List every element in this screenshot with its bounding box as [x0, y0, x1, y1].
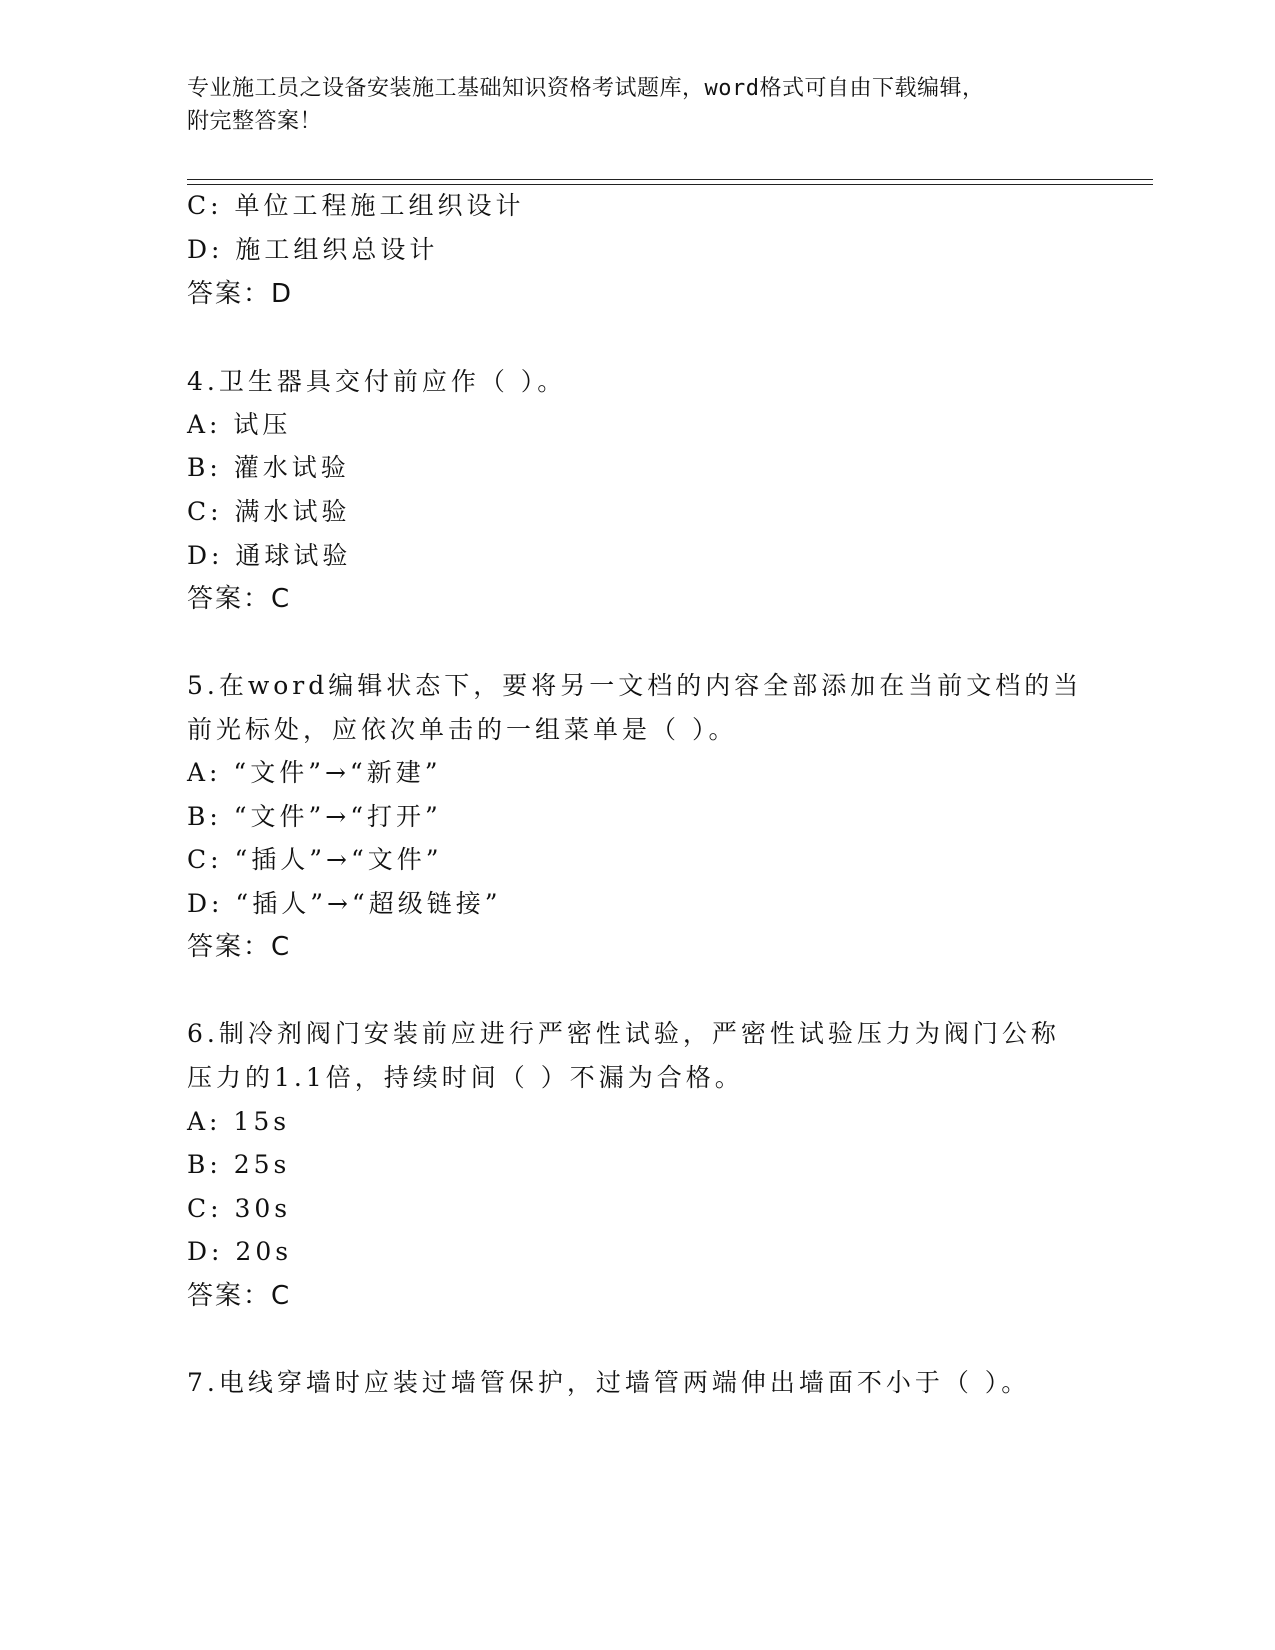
q4-option-b: B: 灌水试验	[187, 453, 350, 482]
q5-option-a: A: “文件”→“新建”	[187, 758, 442, 787]
q4-option-c: C: 满水试验	[187, 497, 351, 526]
q4-stem: 4.卫生器具交付前应作（ ）。	[187, 367, 567, 396]
q6-stem-line-2: 压力的1.1倍，持续时间（ ）不漏为合格。	[187, 1063, 744, 1092]
q4-answer: 答案：C	[187, 584, 292, 614]
header-line-1: 专业施工员之设备安装施工基础知识资格考试题库，word格式可自由下载编辑，	[187, 76, 985, 101]
prev-option-d: D: 施工组织总设计	[187, 235, 439, 264]
q7-stem: 7.电线穿墙时应装过墙管保护，过墙管两端伸出墙面不小于（ ）。	[187, 1368, 1031, 1397]
header-divider-bottom	[187, 184, 1153, 185]
q6-stem-line-1: 6.制冷剂阀门安装前应进行严密性试验，严密性试验压力为阀门公称	[187, 1019, 1060, 1048]
q6-option-a: A: 15s	[187, 1107, 291, 1136]
q4-option-a: A: 试压	[187, 410, 292, 439]
q4-option-d: D: 通球试验	[187, 541, 352, 570]
document-header	[187, 72, 1067, 138]
q5-stem-line-2: 前光标处，应依次单击的一组菜单是（ ）。	[187, 715, 738, 744]
q5-answer: 答案：C	[187, 932, 292, 962]
header-divider-top	[187, 179, 1153, 180]
q5-option-d: D: “插人”→“超级链接”	[187, 889, 502, 918]
q6-option-b: B: 25s	[187, 1150, 291, 1179]
prev-option-c: C: 单位工程施工组织设计	[187, 191, 525, 220]
prev-answer: 答案：D	[187, 279, 294, 309]
q6-option-c: C: 30s	[187, 1194, 292, 1223]
header-line-2: 附完整答案！	[187, 109, 323, 134]
q5-option-b: B: “文件”→“打开”	[187, 802, 442, 831]
q5-option-c: C: “插人”→“文件”	[187, 845, 443, 874]
q5-stem-line-1: 5.在word编辑状态下，要将另一文档的内容全部添加在当前文档的当	[187, 671, 1083, 700]
q6-option-d: D: 20s	[187, 1237, 293, 1266]
q6-answer: 答案：C	[187, 1281, 292, 1311]
